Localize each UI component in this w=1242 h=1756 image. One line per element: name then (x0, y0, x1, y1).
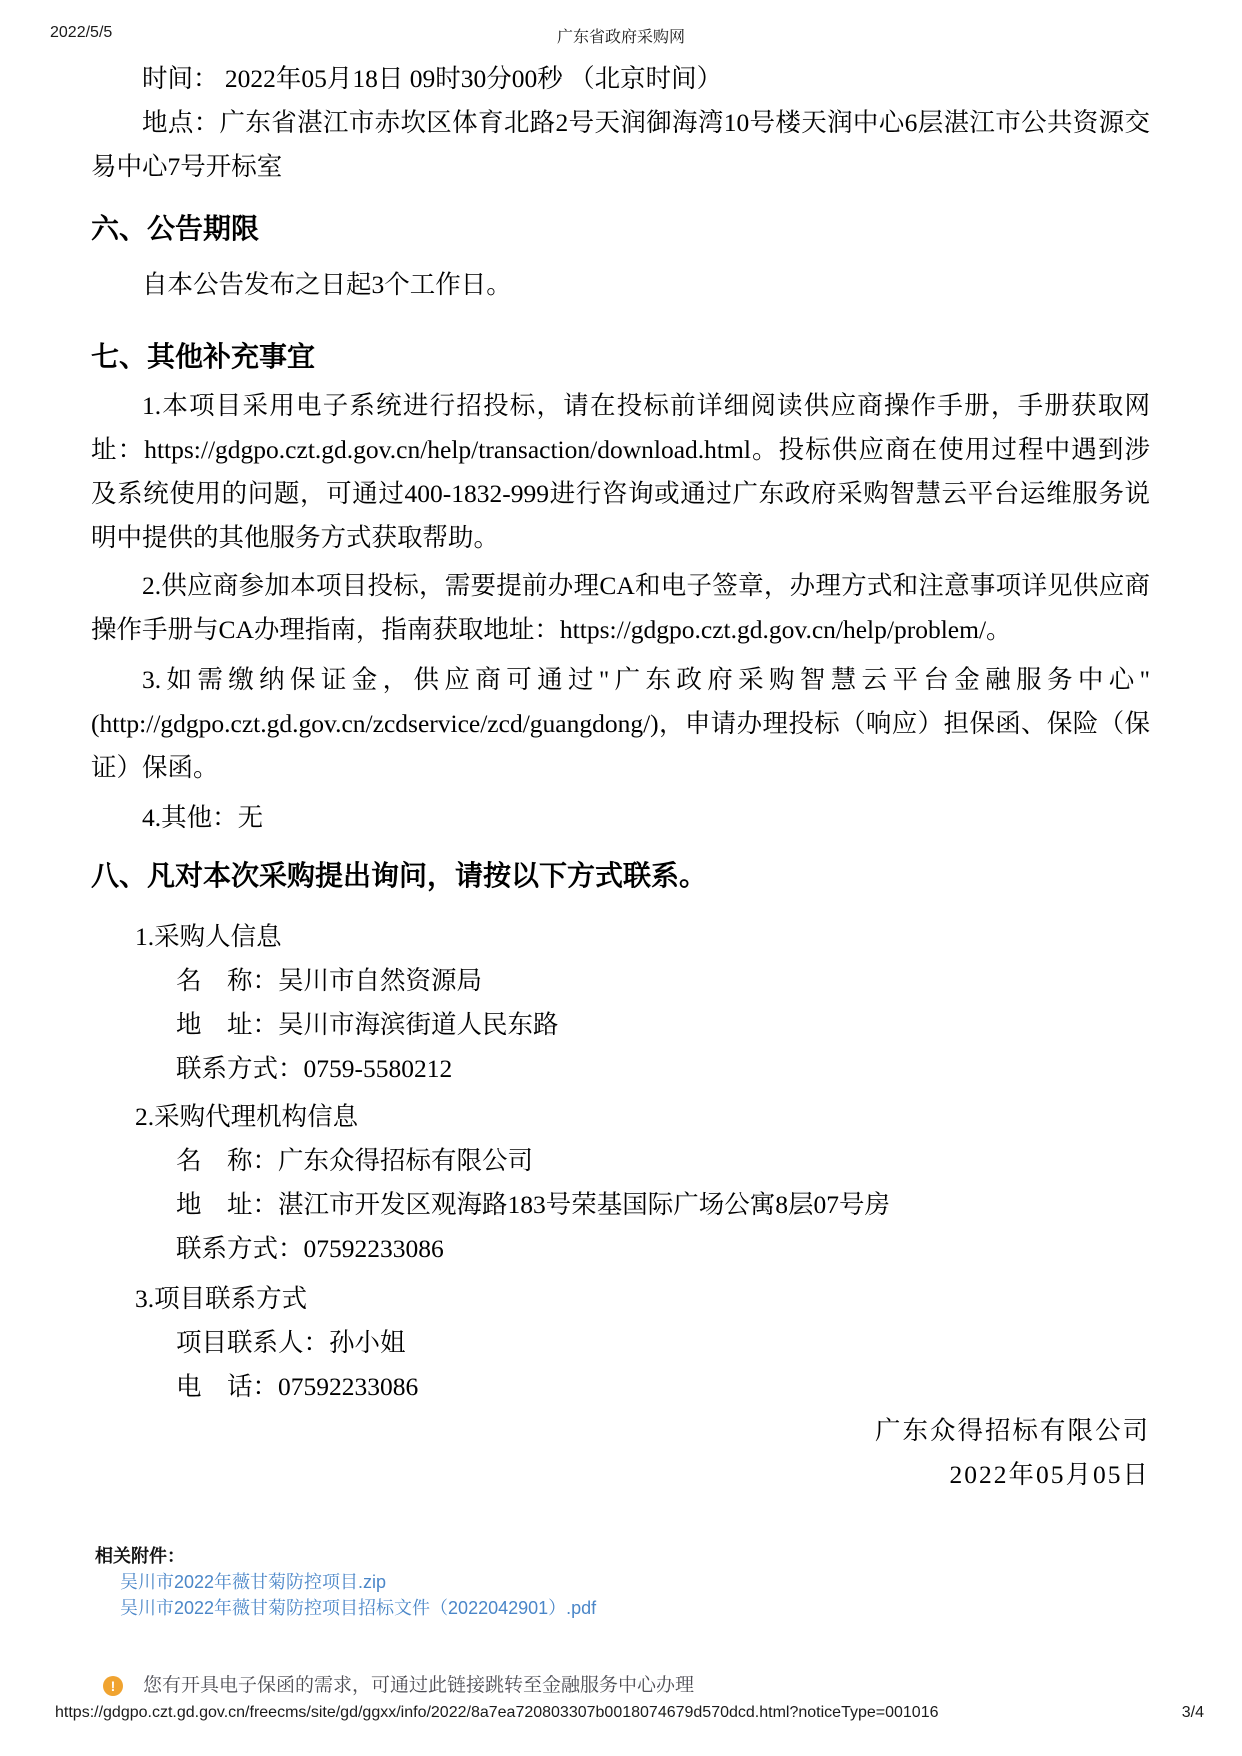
purchaser-name-row: 名 称：吴川市自然资源局 (176, 966, 483, 995)
section6-body: 自本公告发布之日起3个工作日。 (142, 270, 512, 299)
project-contact-person-row: 项目联系人：孙小姐 (176, 1328, 406, 1357)
attachment-link-pdf[interactable]: 吴川市2022年薇甘菊防控项目招标文件（2022042901）.pdf (120, 1598, 597, 1618)
attachments-label: 相关附件： (95, 1546, 185, 1566)
project-contact-phone-row: 电 话：07592233086 (176, 1372, 419, 1401)
purchaser-contact-row: 联系方式：0759-5580212 (176, 1054, 453, 1083)
print-footer (55, 1702, 1204, 1724)
section7-item-3: 3.如需缴纳保证金，供应商可通过"广东政府采购智慧云平台金融服务中心"(http://gdgpo.czt.gd.gov.cn/zcdservice/zcd/guangdong/)，申请办理投标（响应）担保函、保险（保证）保函。 (91, 665, 1150, 782)
section7-title: 七、其他补充事宜 (91, 342, 316, 373)
attachment-link-zip[interactable]: 吴川市2022年薇甘菊防控项目.zip (120, 1572, 387, 1592)
section8-title: 八、凡对本次采购提出询问，请按以下方式联系。 (91, 861, 708, 892)
guarantee-notice (103, 1673, 1150, 1699)
time-line: 时间： 2022年05月18日 09时30分00秒 （北京时间） (142, 64, 723, 93)
exclamation-circle-icon: ! (103, 1676, 123, 1696)
section7-item-4: 4.其他：无 (142, 803, 264, 832)
project-contact-heading: 3.项目联系方式 (135, 1284, 308, 1313)
print-date: 2022/5/5 (50, 24, 113, 41)
purchaser-info-heading: 1.采购人信息 (135, 922, 282, 951)
agency-info-heading: 2.采购代理机构信息 (135, 1102, 359, 1131)
location-line: 地点：广东省湛江市赤坎区体育北路2号天润御海湾10号楼天润中心6层湛江市公共资源交易中心7号开标室 (91, 108, 1150, 181)
section7-item-2: 2.供应商参加本项目投标，需要提前办理CA和电子签章，办理方式和注意事项详见供应商操作手册与CA办理指南，指南获取地址：https://gdgpo.czt.gd.gov.cn/help/problem/。 (91, 571, 1150, 644)
print-header (50, 24, 1192, 44)
section7-item-1: 1.本项目采用电子系统进行招投标，请在投标前详细阅读供应商操作手册，手册获取网址：https://gdgpo.czt.gd.gov.cn/help/transaction/download.html。投标供应商在使用过程中遇到涉及系统使用的问题，可通过400-1832-999进行咨询或通过广东政府采购智慧云平台运维服务说明中提供的其他服务方式获取帮助。 (91, 391, 1150, 552)
site-title: 广东省政府采购网 (556, 29, 685, 46)
agency-name-row: 名 称：广东众得招标有限公司 (176, 1146, 534, 1175)
purchaser-address-row: 地 址：吴川市海滨街道人民东路 (176, 1010, 559, 1039)
agency-address-row: 地 址：湛江市开发区观海路183号荣基国际广场公寓8层07号房 (176, 1190, 891, 1219)
attachments-section (95, 1543, 1150, 1621)
document-body (91, 57, 1150, 1699)
agency-contact-row: 联系方式：07592233086 (176, 1234, 444, 1263)
guarantee-notice-text[interactable]: 您有开具电子保函的需求，可通过此链接跳转至金融服务中心办理 (143, 1675, 695, 1696)
section6-title: 六、公告期限 (91, 214, 260, 245)
signature-date: 2022年05月05日 (949, 1460, 1150, 1489)
footer-page-number: 3/4 (1181, 1704, 1204, 1721)
footer-url: https://gdgpo.czt.gd.gov.cn/freecms/site/gd/ggxx/info/2022/8a7ea720803307b0018074679d570dcd.html?noticeType=001016 (55, 1704, 939, 1721)
signature-company: 广东众得招标有限公司 (874, 1416, 1150, 1445)
